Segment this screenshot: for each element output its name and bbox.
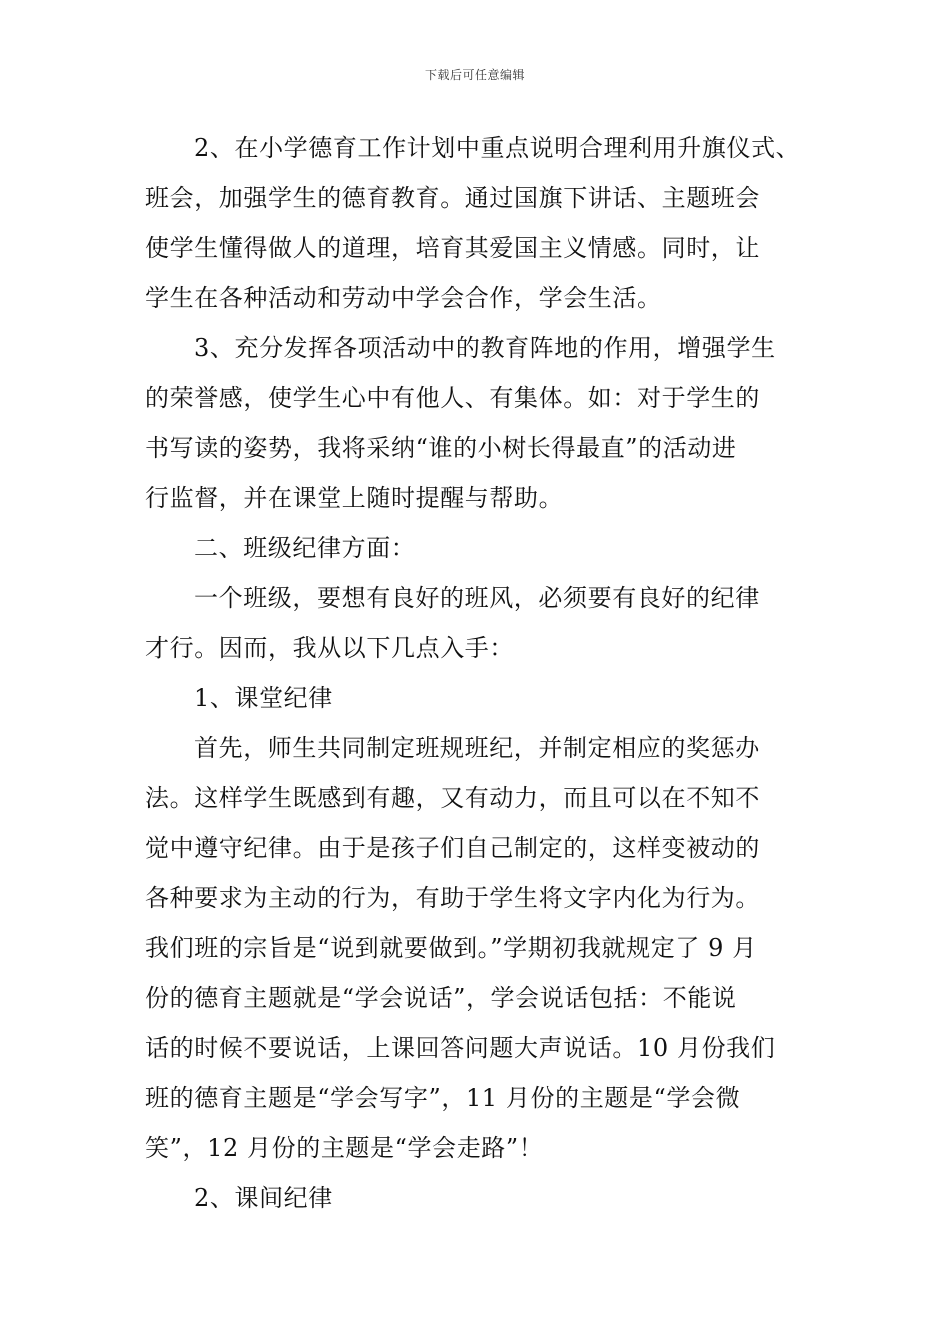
paragraph-line: 班会，加强学生的德育教育。通过国旗下讲话、主题班会 (145, 184, 760, 212)
paragraph-line: 的荣誉感，使学生心中有他人、有集体。如：对于学生的 (145, 384, 760, 412)
paragraph-line: 笑”，12 月份的主题是“学会走路”！ (145, 1134, 544, 1162)
subsection-heading: 1、课堂纪律 (194, 684, 333, 712)
paragraph-line: 法。这样学生既感到有趣，又有动力，而且可以在不知不 (145, 784, 760, 812)
section-heading: 二、班级纪律方面： (194, 534, 416, 562)
paragraph-line: 学生在各种活动和劳动中学会合作，学会生活。 (145, 284, 662, 312)
paragraph-line: 各种要求为主动的行为，有助于学生将文字内化为行为。 (145, 884, 760, 912)
paragraph-line: 才行。因而，我从以下几点入手： (145, 634, 514, 662)
paragraph-line: 首先，师生共同制定班规班纪，并制定相应的奖惩办 (194, 734, 760, 762)
paragraph-line: 我们班的宗旨是“说到就要做到。”学期初我就规定了 9 月 (145, 934, 757, 962)
paragraph-line: 份的德育主题就是“学会说话”，学会说话包括：不能说 (145, 984, 737, 1012)
paragraph-line: 书写读的姿势，我将采纳“谁的小树长得最直”的活动进 (145, 434, 737, 462)
paragraph-line: 3、充分发挥各项活动中的教育阵地的作用，增强学生 (194, 334, 776, 362)
subsection-heading: 2、课间纪律 (194, 1184, 333, 1212)
paragraph-line: 话的时候不要说话，上课回答问题大声说话。10 月份我们 (145, 1034, 776, 1062)
paragraph-line: 一个班级，要想有良好的班风，必须要有良好的纪律 (194, 584, 760, 612)
paragraph-line: 使学生懂得做人的道理，培育其爱国主义情感。同时，让 (145, 234, 760, 262)
paragraph-line: 觉中遵守纪律。由于是孩子们自己制定的，这样变被动的 (145, 834, 760, 862)
paragraph-line: 行监督，并在课堂上随时提醒与帮助。 (145, 484, 564, 512)
paragraph-line: 班的德育主题是“学会写字”，11 月份的主题是“学会微 (145, 1084, 741, 1112)
paragraph-line: 2、在小学德育工作计划中重点说明合理利用升旗仪式、 (194, 134, 801, 162)
page-header: 下载后可任意编辑 (424, 68, 525, 82)
